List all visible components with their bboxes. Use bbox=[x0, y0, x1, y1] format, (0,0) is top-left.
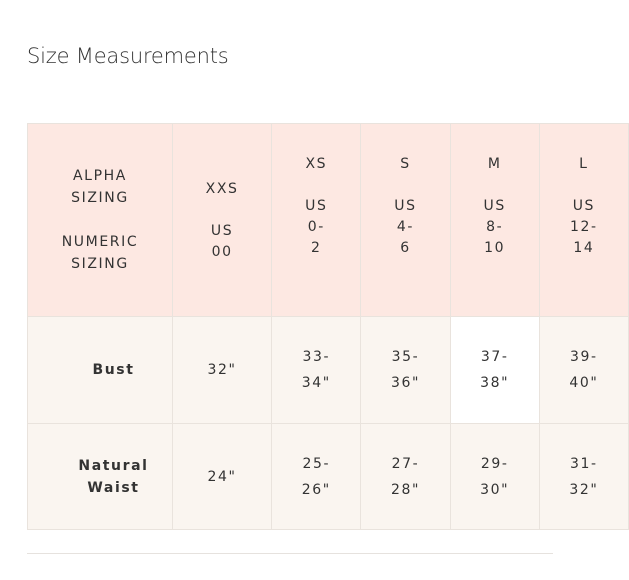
value-line: 27- bbox=[391, 455, 420, 472]
waist-value-xs bbox=[272, 424, 361, 530]
waist-value-l bbox=[539, 424, 628, 530]
size-numeric-line: US bbox=[305, 198, 328, 214]
page-title: Size Measurements bbox=[27, 44, 229, 68]
waist-row bbox=[28, 424, 629, 530]
bust-value-l bbox=[539, 317, 628, 424]
value-line: 24" bbox=[207, 468, 237, 485]
value-line: 30" bbox=[480, 481, 510, 498]
size-alpha-label: S bbox=[400, 156, 411, 172]
bust-value-s bbox=[361, 317, 450, 424]
bust-value-xs bbox=[272, 317, 361, 424]
size-numeric-line: 10 bbox=[484, 240, 506, 256]
size-numeric-line: 6 bbox=[400, 240, 411, 256]
size-header-xxs bbox=[172, 124, 271, 317]
bust-value-xxs bbox=[172, 317, 271, 424]
value-line: 33- bbox=[302, 349, 331, 365]
size-table bbox=[27, 123, 629, 530]
value-line: 40" bbox=[569, 375, 599, 391]
size-alpha-label: XXS bbox=[205, 180, 239, 197]
size-numeric-line: 4- bbox=[396, 219, 415, 235]
value-line: 28" bbox=[390, 481, 420, 498]
row-label-bust bbox=[28, 317, 173, 424]
row-label-line: Bust bbox=[92, 362, 135, 378]
alpha-sizing-label-line-1: ALPHA bbox=[73, 168, 127, 184]
size-numeric-line: US bbox=[572, 198, 596, 214]
size-table-scroll-area[interactable] bbox=[27, 123, 599, 500]
size-numeric-line: 00 bbox=[211, 243, 233, 260]
value-line: 25- bbox=[302, 455, 331, 472]
value-line: 38" bbox=[480, 375, 510, 391]
size-header-xs bbox=[272, 124, 361, 317]
value-line: 32" bbox=[207, 362, 237, 378]
size-numeric-line: 2 bbox=[311, 240, 322, 256]
size-header-l bbox=[539, 124, 628, 317]
size-numeric-line: US bbox=[394, 198, 417, 214]
header-row bbox=[28, 124, 629, 317]
size-numeric-line: 0- bbox=[307, 219, 325, 235]
size-numeric-line: 8- bbox=[486, 219, 504, 235]
value-line: 39- bbox=[570, 349, 598, 365]
waist-value-s bbox=[361, 424, 450, 530]
row-label-line: Natural bbox=[78, 457, 149, 474]
value-line: 36" bbox=[390, 375, 420, 391]
row-label-line: Waist bbox=[87, 479, 140, 496]
size-numeric-line: US bbox=[483, 198, 506, 214]
value-line: 31- bbox=[570, 455, 598, 472]
row-label-natural-waist bbox=[28, 424, 173, 530]
size-numeric-line: 14 bbox=[573, 240, 595, 256]
size-alpha-label: XS bbox=[305, 156, 328, 172]
section-divider bbox=[27, 553, 553, 554]
numeric-sizing-label-line-2: SIZING bbox=[71, 256, 129, 272]
alpha-sizing-label-line-2: SIZING bbox=[71, 190, 129, 206]
size-alpha-label: M bbox=[487, 156, 502, 172]
numeric-sizing-label-line-1: NUMERIC bbox=[61, 234, 139, 250]
waist-value-xxs bbox=[172, 424, 271, 530]
value-line: 32" bbox=[569, 481, 599, 498]
bust-value-m bbox=[450, 317, 539, 424]
size-numeric-label bbox=[540, 196, 628, 259]
waist-value-m bbox=[450, 424, 539, 530]
size-numeric-label bbox=[272, 196, 360, 259]
size-numeric-label bbox=[451, 196, 539, 259]
size-header-m bbox=[450, 124, 539, 317]
size-alpha-label: L bbox=[579, 156, 589, 172]
value-line: 26" bbox=[301, 481, 331, 498]
value-line: 34" bbox=[301, 375, 331, 391]
value-line: 29- bbox=[480, 455, 509, 472]
size-numeric-line: 12- bbox=[570, 219, 598, 235]
value-line: 37- bbox=[480, 349, 509, 365]
size-header-s bbox=[361, 124, 450, 317]
size-numeric-label bbox=[361, 196, 449, 259]
size-numeric-label bbox=[173, 221, 271, 263]
size-numeric-line: US bbox=[210, 222, 234, 239]
value-line: 35- bbox=[391, 349, 420, 365]
bust-row bbox=[28, 317, 629, 424]
header-label-cell bbox=[28, 124, 173, 317]
